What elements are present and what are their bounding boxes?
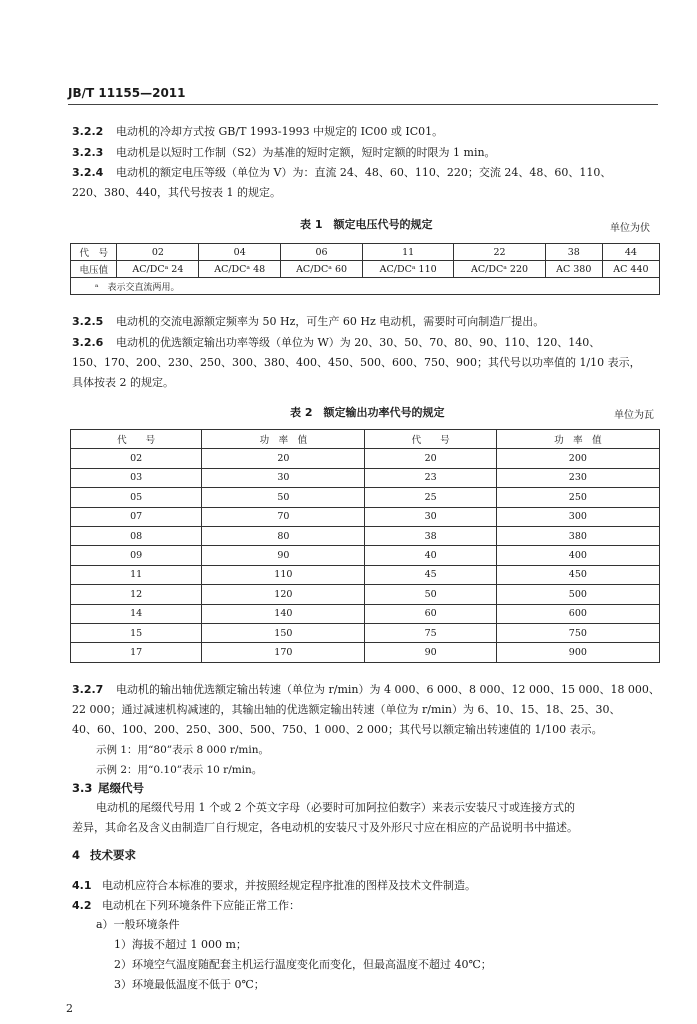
clause-number: 3.2.6 [72,336,104,349]
table-cell: 45 [365,565,496,584]
clause-text: 电动机是以短时工作制（S2）为基准的短时定额，短时定额的时限为 1 min。 [116,146,496,159]
voltage-code-table [70,243,660,295]
para-3-2-6-cont-1: 150、170、200、230、250、300、380、400、450、500、600、750、900；其代号以功率值的 1/10 表示， [72,356,641,369]
para-3-2-2 [72,125,664,139]
table-cell: 02 [71,449,202,468]
table-row [71,623,660,642]
table-row [71,468,660,487]
table-row [71,244,660,261]
clause-text: 电动机应符合本标准的要求，并按照经规定程序批准的图样及技术文件制造。 [102,879,476,892]
table-cell: 20 [365,449,496,468]
table-cell: 02 [117,244,199,261]
clause-text: 电动机的输出轴优选额定输出转速（单位为 r/min）为 4 000、6 000、8 000、12 000、15 000、18 000、 [116,683,660,696]
table-row [71,261,660,278]
table-row [71,604,660,623]
table-cell: 150 [202,623,365,642]
table-cell: 25 [365,488,496,507]
table-header-row [71,430,660,449]
para-3-2-7 [72,683,664,697]
table1-caption: 表 1 额定电压代号的规定 [300,218,433,231]
clause-number: 4.1 [72,879,92,892]
para-3-2-4-cont: 220、380、440，其代号按表 1 的规定。 [72,186,281,199]
para-3-3-line-1: 电动机的尾缀代号用 1 个或 2 个英文字母（必要时可加阿拉伯数字）来表示安装尺寸或连接方式的 [96,801,575,814]
section-title: 技术要求 [90,848,136,862]
table-cell: 22 [454,244,545,261]
clause-text: 电动机的冷却方式按 GB/T 1993-1993 中规定的 IC00 或 IC01。 [116,125,444,138]
table-header-cell: 功 率 值 [202,430,365,449]
table-row [71,546,660,565]
table-header-cell: 功 率 值 [496,430,659,449]
para-3-3-line-2: 差异，其命名及含义由制造厂自行规定，各电动机的安装尺寸及外形尺寸应在相应的产品说明书中描述。 [72,821,578,834]
table-note: ᵃ 表示交直流两用。 [71,278,660,295]
table-cell: 400 [496,546,659,565]
table-cell: 30 [202,468,365,487]
table-cell: 38 [545,244,602,261]
table-cell: 90 [365,643,496,662]
table-cell: 80 [202,526,365,545]
table2-unit: 单位为瓦 [614,410,654,421]
table-cell: 23 [365,468,496,487]
table-cell: 04 [199,244,281,261]
section-3-3-heading [72,781,664,796]
table-cell: 380 [496,526,659,545]
table-cell: 15 [71,623,202,642]
list-item-2: 2）环境空气温度随配套主机运行温度变化而变化，但最高温度不超过 40℃； [114,958,492,971]
table-cell: 230 [496,468,659,487]
example-2: 示例 2：用“0.10”表示 10 r/min。 [96,764,263,776]
para-4-2 [72,899,664,913]
table-cell: 600 [496,604,659,623]
list-item-3: 3）环境最低温度不低于 0℃； [114,978,265,991]
table-row [71,585,660,604]
table-cell: 75 [365,623,496,642]
table-cell: AC/DCᵃ 48 [199,261,281,278]
table-cell: 06 [281,244,363,261]
para-3-2-5 [72,315,664,329]
clause-text: 电动机的额定电压等级（单位为 V）为：直流 24、48、60、110、220；交流 24、48、60、110、 [116,166,612,179]
table-cell: AC 440 [602,261,659,278]
table-note-row [71,278,660,295]
clause-number: 3.2.2 [72,125,104,138]
table-cell: 140 [202,604,365,623]
table-cell: 09 [71,546,202,565]
table-cell: 11 [362,244,453,261]
clause-number: 4.2 [72,899,92,912]
clause-text: 电动机在下列环境条件下应能正常工作： [102,899,300,912]
table-cell: 代 号 [71,244,117,261]
table-cell: 14 [71,604,202,623]
table-row [71,449,660,468]
table-cell: 70 [202,507,365,526]
para-3-2-6 [72,336,664,350]
table-cell: 11 [71,565,202,584]
table-cell: 50 [202,488,365,507]
table-cell: 110 [202,565,365,584]
table-cell: 40 [365,546,496,565]
table-cell: 300 [496,507,659,526]
section-number: 3.3 [72,781,93,795]
table-cell: 50 [365,585,496,604]
para-3-2-4 [72,166,664,180]
table-cell: 17 [71,643,202,662]
table-cell: 07 [71,507,202,526]
para-3-2-6-cont-2: 具体按表 2 的规定。 [72,376,174,389]
section-4-heading [72,848,664,863]
clause-text: 电动机的交流电源额定频率为 50 Hz，可生产 60 Hz 电动机，需要时可向制造厂提出。 [116,315,545,328]
power-code-table [70,429,660,663]
table2-caption: 表 2 额定输出功率代号的规定 [290,406,445,419]
clause-number: 3.2.5 [72,315,104,328]
standard-number: JB/T 11155—2011 [68,86,186,100]
table-cell: 90 [202,546,365,565]
table-cell: 60 [365,604,496,623]
table-cell: AC/DCᵃ 60 [281,261,363,278]
table-row [71,507,660,526]
list-item-1: 1）海拔不超过 1 000 m； [114,938,247,951]
table-row [71,526,660,545]
list-a: a）一般环境条件 [96,918,180,931]
table-cell: 20 [202,449,365,468]
para-3-2-7-cont-1: 22 000；通过减速机构减速的，其输出轴的优选额定输出转速（单位为 r/min）为 6、10、15、18、25、30、 [72,703,621,716]
para-3-2-3 [72,146,664,160]
table-row [71,643,660,662]
clause-number: 3.2.7 [72,683,104,696]
table-cell: 08 [71,526,202,545]
table-cell: 250 [496,488,659,507]
table-cell: 170 [202,643,365,662]
table-cell: 05 [71,488,202,507]
table-cell: 450 [496,565,659,584]
table-cell: 03 [71,468,202,487]
table-cell: 38 [365,526,496,545]
table-cell: 200 [496,449,659,468]
clause-text: 电动机的优选额定输出功率等级（单位为 W）为 20、30、50、70、80、90、110、120、140、 [116,336,601,349]
table-cell: 44 [602,244,659,261]
table-cell: 30 [365,507,496,526]
example-1: 示例 1：用“80”表示 8 000 r/min。 [96,744,269,756]
table-row [71,565,660,584]
table-cell: AC/DCᵃ 220 [454,261,545,278]
table-cell: 900 [496,643,659,662]
table-cell: AC/DCᵃ 24 [117,261,199,278]
section-number: 4 [72,848,81,862]
para-4-1 [72,879,664,893]
table-header-cell: 代 号 [365,430,496,449]
table-cell: AC 380 [545,261,602,278]
table-cell: 120 [202,585,365,604]
page-number: 2 [66,1002,73,1015]
table-cell: 12 [71,585,202,604]
header-rule [68,104,658,105]
section-title: 尾缀代号 [98,781,144,795]
para-3-2-7-cont-2: 40、60、100、200、250、300、500、750、1 000、2 000；其代号以额定输出转速值的 1/100 表示。 [72,723,603,736]
table-cell: 500 [496,585,659,604]
table-cell: 750 [496,623,659,642]
table-cell: AC/DCᵃ 110 [362,261,453,278]
table-header-cell: 代 号 [71,430,202,449]
table-cell: 电压值 [71,261,117,278]
clause-number: 3.2.3 [72,146,104,159]
table-row [71,488,660,507]
clause-number: 3.2.4 [72,166,104,179]
table1-unit: 单位为伏 [610,223,650,234]
